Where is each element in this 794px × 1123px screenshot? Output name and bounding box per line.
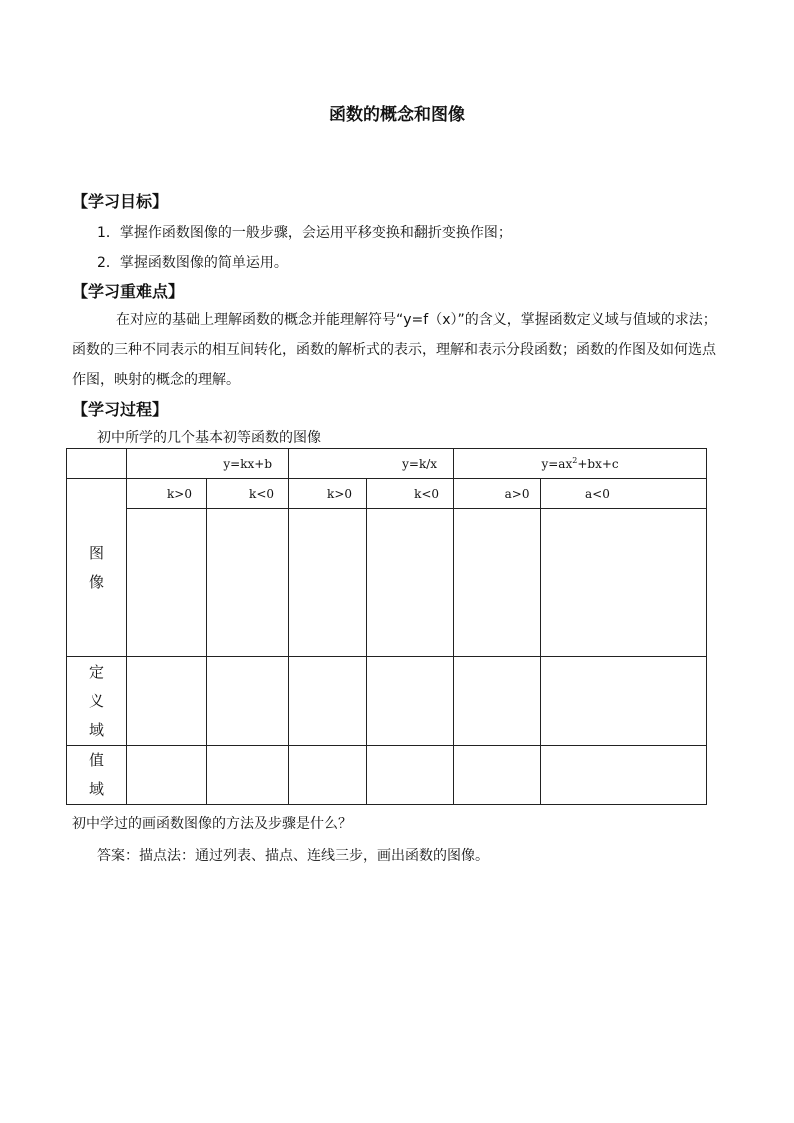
row-label-range-char: 值	[88, 751, 104, 769]
condition-cell: a>0	[454, 479, 541, 509]
row-label-image-char: 像	[88, 572, 104, 591]
key-points-heading: 【学习重难点】	[72, 282, 185, 301]
condition-cell: k>0	[127, 479, 207, 509]
image-cell	[289, 509, 367, 657]
row-label-domain-char: 域	[88, 720, 104, 739]
goals-heading: 【学习目标】	[72, 192, 169, 211]
quadratic-suffix: +bx+c	[577, 457, 619, 471]
image-cell	[207, 509, 289, 657]
range-cell	[289, 746, 367, 805]
table-domain-row	[67, 657, 707, 746]
range-cell	[367, 746, 454, 805]
table-image-row	[67, 509, 707, 657]
process-heading: 【学习过程】	[72, 400, 169, 419]
range-cell	[541, 746, 707, 805]
process-intro: 初中所学的几个基本初等函数的图像	[97, 430, 321, 446]
header-inverse: y=k/x	[289, 449, 454, 479]
range-cell	[207, 746, 289, 805]
header-quadratic	[454, 449, 707, 479]
domain-cell	[289, 657, 367, 746]
key-points-text: 在对应的基础上理解函数的概念并能理解符号“y=f（x）”的含义，掌握函数定义域与值域的求法； 函数的三种不同表示的相互间转化，函数的解析式的表示，理解和表示分段函数；函数的作图及如何选点作图，映射的概念的理解。	[72, 312, 717, 388]
range-cell	[454, 746, 541, 805]
domain-cell	[541, 657, 707, 746]
condition-cell: k>0	[289, 479, 367, 509]
row-label-range	[67, 746, 127, 805]
function-table	[66, 448, 707, 805]
row-label-domain	[67, 657, 127, 746]
header-linear: y=kx+b	[127, 449, 289, 479]
page-title: 函数的概念和图像	[329, 105, 465, 125]
domain-cell	[367, 657, 454, 746]
domain-cell	[454, 657, 541, 746]
condition-cell: k<0	[207, 479, 289, 509]
goal-item-1: 1．掌握作函数图像的一般步骤，会运用平移变换和翻折变换作图；	[97, 225, 512, 241]
image-cell	[367, 509, 454, 657]
table-range-row	[67, 746, 707, 805]
range-cell	[127, 746, 207, 805]
quadratic-prefix: y=ax	[541, 457, 573, 471]
image-cell	[454, 509, 541, 657]
row-label-image-char: 图	[88, 543, 104, 562]
table-header-row	[67, 449, 707, 479]
row-label-image	[67, 479, 127, 657]
row-label-domain-char: 义	[88, 691, 104, 710]
row-label-domain-char: 定	[88, 662, 104, 681]
goal-item-2: 2．掌握函数图像的简单运用。	[97, 255, 288, 271]
image-cell	[541, 509, 707, 657]
domain-cell	[207, 657, 289, 746]
table-corner-cell	[67, 449, 127, 479]
domain-cell	[127, 657, 207, 746]
answer-text: 答案：描点法：通过列表、描点、连线三步，画出函数的图像。	[97, 848, 489, 864]
question-text: 初中学过的画函数图像的方法及步骤是什么？	[72, 816, 352, 832]
condition-cell: a<0	[541, 479, 707, 509]
quadratic-exponent: 2	[572, 456, 578, 465]
image-cell	[127, 509, 207, 657]
condition-cell: k<0	[367, 479, 454, 509]
table-condition-row	[67, 479, 707, 509]
row-label-range-char: 域	[88, 780, 104, 798]
